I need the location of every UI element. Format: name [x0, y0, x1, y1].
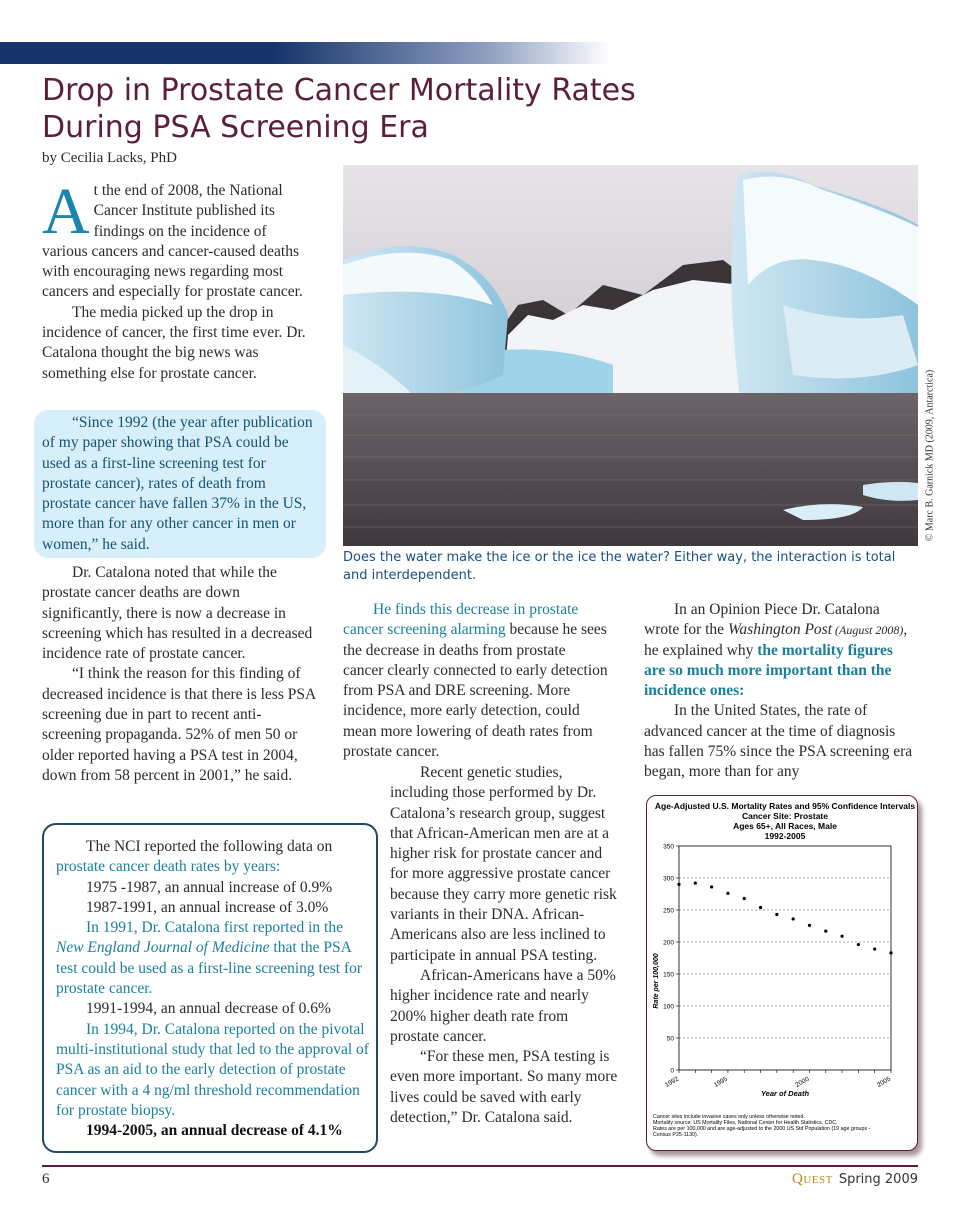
y-tick-label: 0 — [670, 1067, 674, 1075]
data-point — [857, 943, 860, 946]
article-title: Drop in Prostate Cancer Mortality Rates During PSA Screening Era — [42, 73, 636, 145]
y-tick-label: 300 — [663, 875, 674, 883]
photo-caption: Does the water make the ice or the ice the water? Either way, the interaction is total and interdependent. — [343, 550, 896, 583]
nci-intro: The NCI reported the following data on prostate cancer death rates by years: — [56, 838, 333, 876]
column-1 — [42, 175, 314, 384]
paragraph: At the end of 2008, the National Cancer Institute published its findings on the incidence of various cancers and cancer-caused deaths with encouraging news regarding most cancers and especially for prostate cancer. — [42, 175, 303, 301]
nci-line: 1994-2005, an annual decrease of 4.1% — [86, 1122, 343, 1140]
nci-line: 1987-1991, an annual increase of 3.0% — [86, 898, 329, 916]
nci-line: 1991-1994, an annual decrease of 0.6% — [86, 1000, 331, 1018]
chart-note: Rates are per 100,000 and are age-adjusted to the 2000 US Std Population (19 age groups - — [653, 1126, 871, 1132]
drop-cap: A — [42, 175, 90, 248]
pull-quote-box — [34, 410, 326, 558]
chart-subtitle: 1992-2005 — [764, 831, 806, 841]
issue-date: Spring 2009 — [838, 1172, 918, 1187]
mortality-chart — [646, 795, 918, 1151]
chart-title: Age-Adjusted U.S. Mortality Rates and 95% Confidence Intervals — [654, 801, 916, 811]
data-point — [840, 935, 843, 938]
data-point — [824, 930, 827, 933]
paragraph: In an Opinion Piece Dr. Catalona wrote for the Washington Post (August 2008), he explained why the mortality figures are so much more important than the incidence ones: — [644, 601, 908, 700]
paragraph: “I think the reason for this finding of decreased incidence is that there is less PSA screening due in part to recent anti-screening propaganda. 52% of men 50 or older reported having a PSA test in 2004, down from 58 percent in 2001,” he said. — [42, 665, 316, 784]
y-tick-label: 50 — [666, 1035, 674, 1043]
x-tick-label: 1992 — [663, 1075, 680, 1089]
chart-note: Census P25-1130). — [653, 1132, 699, 1138]
magazine-footer — [792, 1171, 918, 1188]
column-1-lower — [42, 563, 318, 786]
x-tick-label: 2000 — [794, 1075, 811, 1089]
nci-data-box — [42, 823, 378, 1153]
chart-subtitle: Cancer Site: Prostate — [742, 811, 828, 821]
data-point — [889, 951, 892, 954]
byline: by Cecilia Lacks, PhD — [42, 150, 177, 166]
y-tick-label: 350 — [663, 843, 674, 851]
paragraph: In the United States, the rate of advanced cancer at the time of diagnosis has fallen 75% since the PSA screening era began, more than for any — [644, 702, 913, 781]
iceberg-photo — [343, 165, 918, 546]
data-point — [677, 883, 680, 886]
chart-note: Cancer sites include invasive cases only unless otherwise noted. — [653, 1114, 805, 1120]
plot-frame — [679, 846, 891, 1070]
chart-subtitle: Ages 65+, All Races, Male — [733, 821, 837, 831]
paragraph: “For these men, PSA testing is even more important. So many more lives could be saved with early detection,” Dr. Catalona said. — [390, 1048, 618, 1127]
column-2-upper — [343, 600, 609, 762]
y-tick-label: 200 — [663, 939, 674, 947]
nci-note: In 1991, Dr. Catalona first reported in the New England Journal of Medicine that the PSA test could be used as a first-line screening test for prostate cancer. — [56, 919, 363, 998]
x-axis-label: Year of Death — [760, 1089, 810, 1098]
page-number: 6 — [42, 1171, 50, 1187]
paragraph: The media picked up the drop in incidence of cancer, the first time ever. Dr. Catalona thought the big news was something else for prostate cancer. — [42, 303, 306, 382]
magazine-name: Quest — [791, 1171, 833, 1187]
x-tick-label: 2005 — [875, 1075, 892, 1089]
data-point — [694, 882, 697, 885]
data-point — [775, 913, 778, 916]
paragraph: Dr. Catalona noted that while the prostate cancer deaths are down significantly, there is now a decrease in screening which has resulted in a decreased incidence rate of prostate cancer. — [42, 564, 313, 663]
data-point — [726, 892, 729, 895]
header-color-bar — [0, 42, 610, 64]
y-tick-label: 250 — [663, 907, 674, 915]
paragraph: Recent genetic studies, including those performed by Dr. Catalona’s research group, suggest that African-American men are at a higher risk for prostate cancer and for more aggressive prostate cancer because they carry more genetic risk variants in their DNA. African-Americans also are less inclined to participate in annual PSA testing. — [390, 764, 617, 964]
paragraph: African-Americans have a 50% higher incidence rate and nearly 200% higher death rate from prostate cancer. — [390, 966, 616, 1045]
data-point — [743, 897, 746, 900]
chart-note: Mortality source: US Mortality Files, National Center for Health Statistics, CDC. — [653, 1120, 838, 1126]
data-point — [873, 947, 876, 950]
nci-note: In 1994, Dr. Catalona reported on the pivotal multi-institutional study that led to the approval of PSA as an aid to the early detection of prostate cancer with a 4 ng/ml threshold recommendation for prostate biopsy. — [56, 1020, 369, 1119]
y-axis-label: Rate per 100,000 — [653, 953, 660, 1009]
y-tick-label: 150 — [663, 971, 674, 979]
footer-rule — [42, 1165, 918, 1167]
nci-line: 1975 -1987, an annual increase of 0.9% — [86, 878, 333, 896]
data-point — [759, 906, 762, 909]
data-point — [808, 924, 811, 927]
x-tick-label: 1995 — [712, 1075, 729, 1089]
chart-canvas — [647, 796, 919, 1152]
pull-quote: “Since 1992 (the year after publication of my paper showing that PSA could be used as a first-line screening test for prostate cancer), rates of death from prostate cancer have fallen 37% in the US, more than for any other cancer in men or women,” he said. — [42, 414, 313, 553]
data-point — [792, 917, 795, 920]
data-point — [710, 885, 713, 888]
column-3 — [644, 600, 916, 783]
paragraph: He finds this decrease in prostate cancer screening alarming because he sees the decrease in deaths from prostate cancer clearly connected to early detection from PSA and DRE screening. More incidence, more early detection, could mean more lowering of death rates from prostate cancer. — [343, 601, 608, 761]
photo-credit: © Marc B. Garnick MD (2009, Antarctica) — [924, 369, 936, 542]
column-2 — [343, 763, 618, 1150]
y-tick-label: 100 — [663, 1003, 674, 1011]
